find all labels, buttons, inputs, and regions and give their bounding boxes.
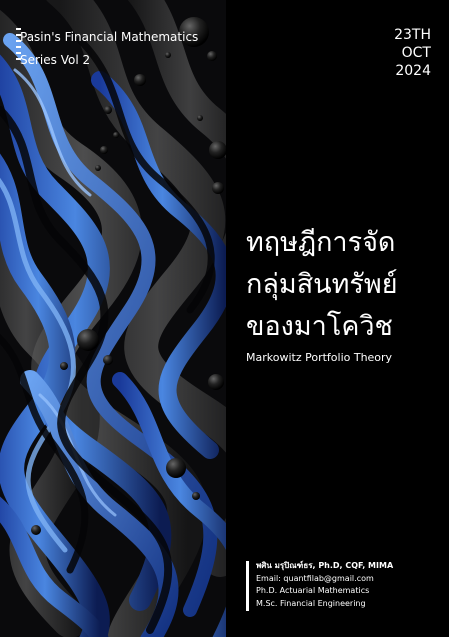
series-volume: Series Vol 2 <box>20 53 91 67</box>
title-thai-line-2: กลุ่มสินทรัพย์ <box>246 269 398 300</box>
series-label <box>20 26 198 72</box>
author-degree-phd: Ph.D. Actuarial Mathematics <box>256 586 370 595</box>
author-degree-msc: M.Sc. Financial Engineering <box>256 598 366 608</box>
date-year: 2024 <box>395 63 431 79</box>
book-title <box>246 222 446 366</box>
title-thai-line-1: ทฤษฎีการจัด <box>246 227 396 258</box>
date-day: 23TH <box>394 27 431 43</box>
publication-date <box>394 26 431 80</box>
date-month: OCT <box>401 45 431 61</box>
author-block <box>246 560 441 610</box>
title-thai-line-3: ของมาโควิช <box>246 311 393 342</box>
author-email: Email: quantfilab@gmail.com <box>256 573 374 583</box>
author-name: พศิน มรุปิณฑ์ธร, Ph.D, CQF, MIMA <box>256 561 394 570</box>
series-name: Pasin's Financial Mathematics <box>20 30 199 44</box>
title-english: Markowitz Portfolio Theory <box>246 351 393 364</box>
author-accent-bar <box>246 561 249 611</box>
